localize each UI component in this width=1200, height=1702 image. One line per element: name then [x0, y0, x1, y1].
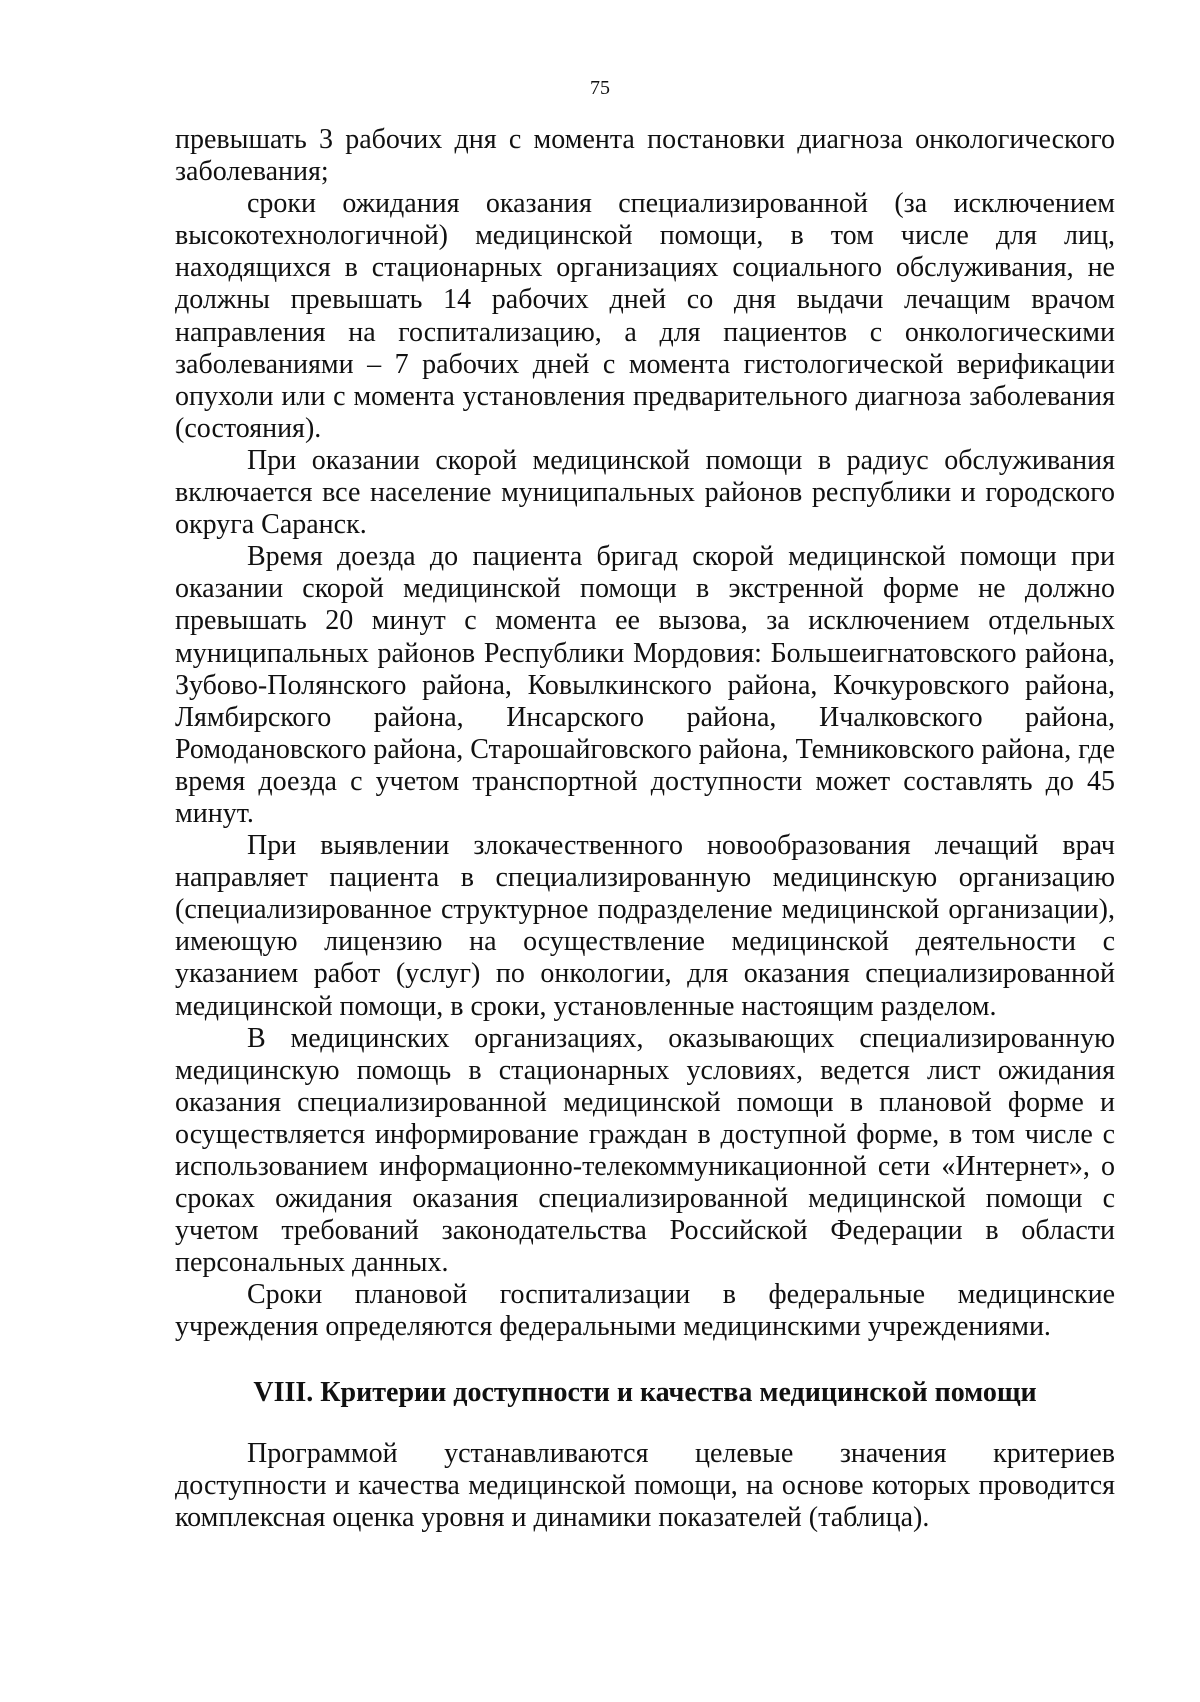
paragraph-waiting-list: В медицинских организациях, оказывающих специализированную медицинскую помощь в стационарных условиях, ведется лист ожидания оказания специализированной медицинской помощи в плановой форме и осуществляется информирование граждан в доступной форме, в том числе с использованием информационно-телекоммуникационной сети «Интернет», о сроках ожидания оказания специализированной медицинской помощи с учетом требований законодательства Российской Федерации в области персональных данных.	[175, 1022, 1115, 1279]
paragraph-continuation: превышать 3 рабочих дня с момента постановки диагноза онкологического заболевания;	[175, 124, 1115, 188]
page-number: 75	[590, 77, 610, 99]
paragraph-specialized-care-waiting: сроки ожидания оказания специализированной (за исключением высокотехнологичной) медицинской помощи, в том числе для лиц, находящихся в стационарных организациях социального обслуживания, не должны превышать 14 рабочих дней со дня выдачи лечащим врачом направления на госпитализацию, а для пациентов с онкологическими заболеваниями – 7 рабочих дней с момента гистологической верификации опухоли или с момента установления предварительного диагноза заболевания (состояния).	[175, 188, 1115, 444]
paragraph-federal-hospitalization: Сроки плановой госпитализации в федеральные медицинские учреждения определяются федеральными медицинскими учреждениями.	[175, 1279, 1115, 1343]
section-heading: VIII. Критерии доступности и качества медицинской помощи	[253, 1376, 1037, 1408]
paragraph-program-criteria: Программой устанавливаются целевые значения критериев доступности и качества медицинской помощи, на основе которых проводится комплексная оценка уровня и динамики показателей (таблица).	[175, 1437, 1115, 1533]
document-body	[175, 124, 1115, 1534]
paragraph-oncology-referral: При выявлении злокачественного новообразования лечащий врач направляет пациента в специализированную медицинскую организацию (специализированное структурное подразделение медицинской организации), имеющую лицензию на осуществление медицинской деятельности с указанием работ (услуг) по онкологии, для оказания специализированной медицинской помощи, в сроки, установленные настоящим разделом.	[175, 830, 1115, 1022]
paragraph-ambulance-arrival-time: Время доезда до пациента бригад скорой медицинской помощи при оказании скорой медицинской помощи в экстренной форме не должно превышать 20 минут с момента ее вызова, за исключением отдельных муниципальных районов Республики Мордовия: Большеигнатовского района, Зубово-Полянского района, Ковылкинского района, Кочкуровского района, Лямбирского района, Инсарского района, Ичалковского района, Ромодановского района, Старошайговского района, Темниковского района, где время доезда с учетом транспортной доступности может составлять до 45 минут.	[175, 541, 1115, 829]
paragraph-ambulance-service-radius: При оказании скорой медицинской помощи в радиус обслуживания включается все население муниципальных районов республики и городского округа Саранск.	[175, 444, 1115, 541]
